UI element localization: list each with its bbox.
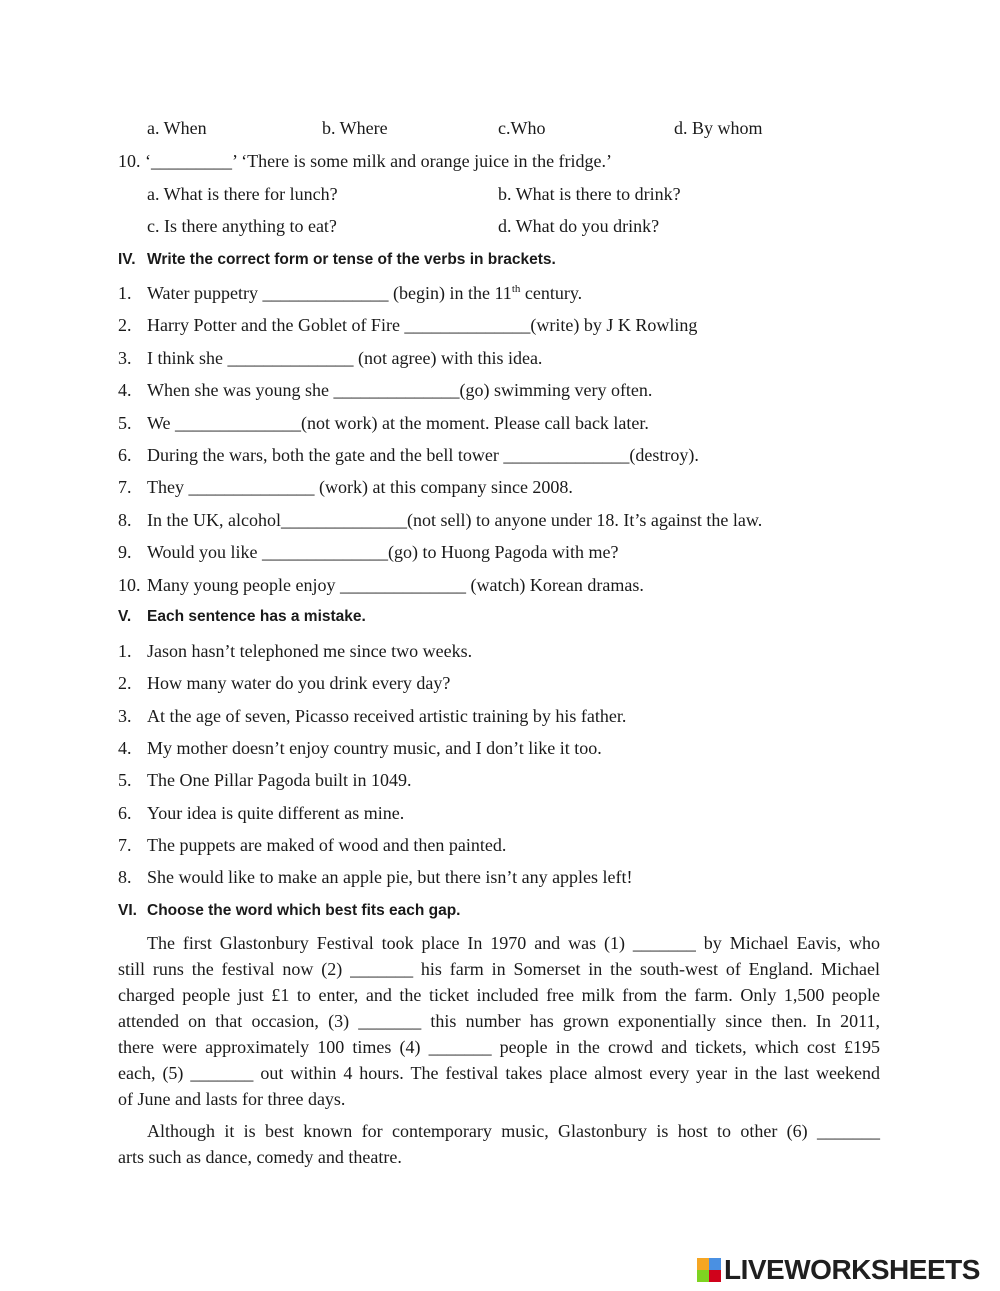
logo-square-1 (697, 1258, 709, 1270)
item-number: 2. (118, 673, 132, 694)
q10-text: ‘_________’ ‘There is some milk and orange juice in the fridge.’ (145, 151, 613, 171)
item-text-tail: century. (520, 283, 583, 303)
paragraph-line: charged people just £1 to enter, and the ticket included free milk from the farm. Only 1,500 people (118, 985, 880, 1005)
item-number: 6. (118, 445, 132, 465)
q10-option-a: a. What is there for lunch? (147, 184, 338, 204)
logo-square-4 (709, 1270, 721, 1282)
item-number: 5. (118, 412, 132, 433)
item-text-main: They ______________ (work) at this company since 2008. (147, 477, 573, 498)
item-text-main: Water puppetry ______________ (begin) in the 11 (147, 283, 512, 303)
item-text-main: When she was young she ______________(go) swimming very often. (147, 380, 653, 401)
paragraph-line: attended on that occasion, (3) _______ this number has grown exponentially since then. In 2011, (118, 1011, 880, 1031)
section6-number: VI. (118, 902, 137, 919)
q9-option-d: d. By whom (674, 118, 763, 138)
q9-option-b: b. Where (322, 118, 388, 138)
item-text (147, 476, 573, 498)
item-number: 6. (118, 802, 132, 823)
item-text-main: We ______________(not work) at the moment. Please call back later. (147, 412, 649, 433)
item-superscript: th (511, 283, 521, 295)
q10-number: 10. (118, 151, 141, 171)
item-text (147, 541, 619, 563)
logo-text: LIVEWORKSHEETS (724, 1254, 980, 1285)
paragraph-line: Although it is best known for contemporary music, Glastonbury is host to other (6) _______ (147, 1121, 880, 1141)
item-number: 4. (118, 380, 132, 401)
q9-option-c: c.Who (498, 118, 546, 138)
section4-number: IV. (118, 251, 136, 268)
logo-square-3 (697, 1270, 709, 1282)
item-text-main: During the wars, both the gate and the bell tower ______________(destroy). (147, 445, 699, 465)
item-text-main: Many young people enjoy ______________ (watch) Korean dramas. (147, 574, 644, 595)
paragraph-line: of June and lasts for three days. (118, 1089, 346, 1109)
section4-title: Write the correct form or tense of the verbs in brackets. (147, 251, 556, 268)
item-number: 5. (118, 770, 132, 791)
item-text: Your idea is quite different as mine. (147, 802, 405, 823)
item-number: 7. (118, 834, 132, 855)
item-text (147, 574, 644, 596)
section5-number: V. (118, 608, 132, 625)
item-number: 9. (118, 542, 132, 563)
logo-square-2 (709, 1258, 721, 1270)
item-text (147, 347, 542, 369)
item-text-main: Harry Potter and the Goblet of Fire ______________(write) by J K Rowling (147, 315, 698, 336)
item-number: 3. (118, 347, 132, 368)
paragraph-line: arts such as dance, comedy and theatre. (118, 1147, 402, 1167)
liveworksheets-logo (697, 1255, 980, 1285)
item-number: 10. (118, 574, 141, 595)
paragraph-line: The first Glastonbury Festival took place In 1970 and was (1) _______ by Michael Eavis, who (147, 933, 880, 953)
item-text (147, 314, 697, 336)
section6-paragraph-2 (118, 1118, 880, 1170)
item-number: 3. (118, 705, 132, 726)
item-text-main: I think she ______________ (not agree) with this idea. (147, 347, 543, 368)
item-text: How many water do you drink every day? (147, 673, 451, 694)
item-number: 7. (118, 477, 132, 498)
item-text: The One Pillar Pagoda built in 1049. (147, 770, 412, 791)
paragraph-line: still runs the festival now (2) _______ his farm in Somerset in the south-west of England. Michael (118, 959, 880, 979)
section6-title: Choose the word which best fits each gap. (147, 902, 461, 919)
item-number: 2. (118, 315, 132, 336)
q10-question (118, 150, 612, 172)
paragraph-line: each, (5) _______ out within 4 hours. The festival takes place almost every year in the last weekend (118, 1063, 880, 1083)
item-text: At the age of seven, Picasso received artistic training by his father. (147, 705, 627, 726)
item-text-main: In the UK, alcohol______________(not sell) to anyone under 18. It’s against the law. (147, 509, 763, 530)
item-text (147, 379, 652, 401)
paragraph-line: there were approximately 100 times (4) _______ people in the crowd and tickets, which cost £195 (118, 1037, 880, 1057)
section6-paragraph-1 (118, 930, 880, 1112)
item-text (147, 444, 699, 466)
section5-title: Each sentence has a mistake. (147, 608, 366, 625)
q10-option-c: c. Is there anything to eat? (147, 216, 337, 236)
item-text: My mother doesn’t enjoy country music, and I don’t like it too. (147, 737, 602, 758)
q10-option-b: b. What is there to drink? (498, 184, 681, 204)
item-text (147, 509, 762, 531)
item-text (147, 282, 582, 304)
q10-option-d: d. What do you drink? (498, 216, 660, 236)
item-text-main: Would you like ______________(go) to Huong Pagoda with me? (147, 542, 619, 563)
item-number: 8. (118, 867, 132, 888)
liveworksheets-logo-icon (697, 1258, 721, 1282)
item-number: 1. (118, 641, 132, 661)
item-number: 8. (118, 509, 132, 530)
item-text: She would like to make an apple pie, but there isn’t any apples left! (147, 867, 633, 888)
item-number: 1. (118, 283, 132, 303)
item-text: Jason hasn’t telephoned me since two weeks. (147, 641, 473, 661)
item-text: The puppets are maked of wood and then painted. (147, 834, 507, 855)
item-text (147, 412, 649, 434)
item-number: 4. (118, 737, 132, 758)
q9-option-a: a. When (147, 118, 207, 138)
